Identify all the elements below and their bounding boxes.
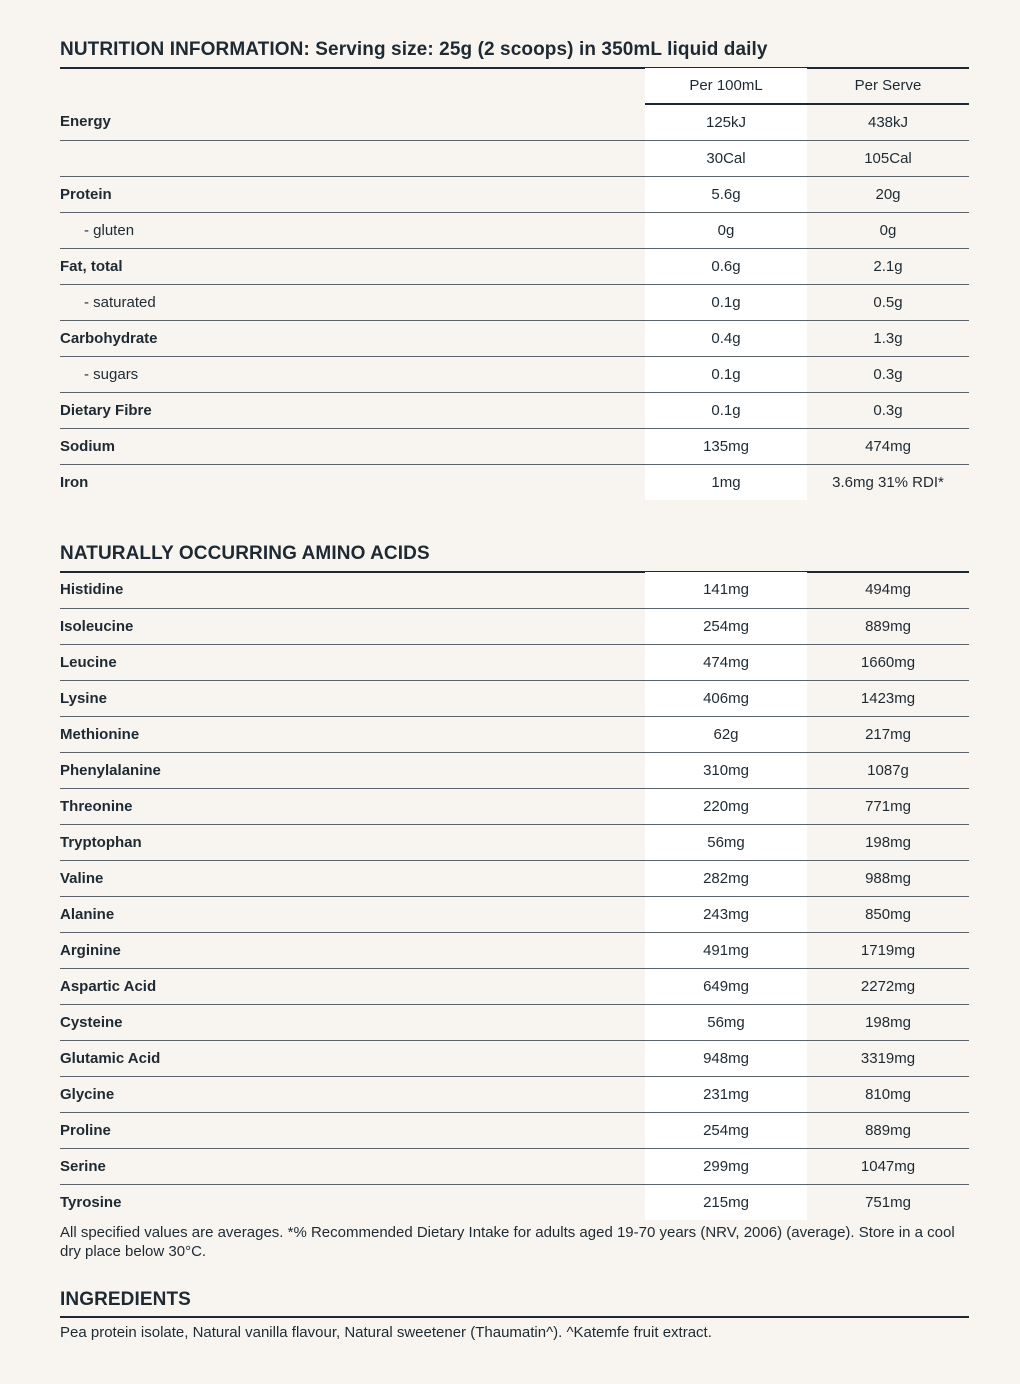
per-100ml-value: 243mg (645, 896, 807, 932)
nutrient-name: Aspartic Acid (60, 968, 645, 1004)
table-row (60, 896, 969, 932)
nutrient-name: - saturated (60, 284, 645, 320)
per-100ml-value: 5.6g (645, 176, 807, 212)
per-serve-value: 3319mg (807, 1040, 969, 1076)
per-100ml-value: 220mg (645, 788, 807, 824)
nutrient-name: Proline (60, 1112, 645, 1148)
per-serve-value: 494mg (807, 572, 969, 608)
nutrient-name: Phenylalanine (60, 752, 645, 788)
per-serve-value: 474mg (807, 428, 969, 464)
per-100ml-value: 254mg (645, 608, 807, 644)
nutrient-name: Arginine (60, 932, 645, 968)
per-100ml-value: 299mg (645, 1148, 807, 1184)
per-serve-value: 198mg (807, 1004, 969, 1040)
per-serve-value: 0.5g (807, 284, 969, 320)
per-100ml-value: 141mg (645, 572, 807, 608)
table-row (60, 932, 969, 968)
per-100ml-value: 0.1g (645, 392, 807, 428)
table-row (60, 248, 969, 284)
nutrition-table (60, 68, 969, 500)
nutrient-name: Methionine (60, 716, 645, 752)
nutrition-title: NUTRITION INFORMATION: (60, 39, 310, 60)
nutrient-name: Tyrosine (60, 1193, 122, 1211)
table-row (60, 428, 969, 464)
nutrient-name: Fat, total (60, 248, 645, 284)
table-row (60, 968, 969, 1004)
per-100ml-value: 491mg (645, 932, 807, 968)
per-serve-value: 2.1g (807, 248, 969, 284)
per-serve-value: 810mg (807, 1076, 969, 1112)
per-100ml-value: 310mg (645, 752, 807, 788)
per-serve-value: 217mg (807, 716, 969, 752)
table-row (60, 716, 969, 752)
nutrient-name: Valine (60, 860, 645, 896)
per-100ml-value: 56mg (645, 824, 807, 860)
nutrient-name: - gluten (60, 212, 645, 248)
per-serve-value: 1087g (807, 752, 969, 788)
per-100ml-value: 406mg (645, 680, 807, 716)
nutrient-name: Protein (60, 176, 645, 212)
table-row (60, 320, 969, 356)
per-serve-value: 3.6mg 31% RDI* (832, 473, 944, 491)
nutrient-name: Threonine (60, 788, 645, 824)
per-100ml-header: Per 100mL (645, 68, 807, 104)
nutrient-name: - sugars (60, 356, 645, 392)
table-row (60, 104, 969, 140)
per-serve-value: 438kJ (807, 104, 969, 140)
ingredients-heading (60, 1286, 969, 1318)
nutrient-name: Glycine (60, 1076, 645, 1112)
per-serve-value: 1719mg (807, 932, 969, 968)
table-row (60, 284, 969, 320)
per-100ml-value: 56mg (645, 1004, 807, 1040)
nutrient-name: Dietary Fibre (60, 392, 645, 428)
table-row (60, 1004, 969, 1040)
per-serve-value: 2272mg (807, 968, 969, 1004)
per-serve-value: 0g (807, 212, 969, 248)
per-serve-value: 20g (807, 176, 969, 212)
per-100ml-value: 254mg (645, 1112, 807, 1148)
per-serve-value: 889mg (807, 1112, 969, 1148)
per-serve-value: 0.3g (807, 392, 969, 428)
per-serve-value: 1047mg (807, 1148, 969, 1184)
per-100ml-value: 474mg (645, 644, 807, 680)
per-serve-header: Per Serve (807, 68, 969, 104)
table-row (60, 1148, 969, 1184)
per-serve-value: 771mg (807, 788, 969, 824)
nutrient-name: Iron (60, 473, 89, 491)
ingredients-text: Pea protein isolate, Natural vanilla flavour, Natural sweetener (Thaumatin^). ^Katemfe fruit extract. (60, 1324, 712, 1341)
per-serve-value: 0.3g (807, 356, 969, 392)
per-100ml-value: 1mg (645, 464, 807, 500)
nutrient-name: Isoleucine (60, 608, 645, 644)
table-row (60, 788, 969, 824)
table-row (60, 644, 969, 680)
header-spacer (60, 68, 645, 104)
amino-table (60, 572, 969, 1220)
per-serve-value: 1660mg (807, 644, 969, 680)
per-100ml-value: 0.1g (645, 356, 807, 392)
nutrient-name: Lysine (60, 680, 645, 716)
per-serve-value: 889mg (807, 608, 969, 644)
nutrient-name: Sodium (60, 428, 645, 464)
table-row (60, 824, 969, 860)
nutrient-name: Tryptophan (60, 824, 645, 860)
serving-size-text: Serving size: 25g (2 scoops) in 350mL liquid daily (315, 39, 768, 60)
table-row (60, 356, 969, 392)
table-row (60, 608, 969, 644)
table-row (60, 212, 969, 248)
per-100ml-value: 30Cal (645, 140, 807, 176)
table-row (60, 140, 969, 176)
per-serve-value: 751mg (865, 1193, 911, 1211)
per-100ml-value: 0.1g (645, 284, 807, 320)
nutrient-name: Glutamic Acid (60, 1040, 645, 1076)
per-serve-value: 988mg (807, 860, 969, 896)
table-row (60, 860, 969, 896)
per-serve-value: 850mg (807, 896, 969, 932)
per-serve-value: 105Cal (807, 140, 969, 176)
per-100ml-value: 0.4g (645, 320, 807, 356)
per-100ml-value: 125kJ (645, 104, 807, 140)
per-serve-value: 1.3g (807, 320, 969, 356)
nutrient-name: Alanine (60, 896, 645, 932)
per-serve-value: 1423mg (807, 680, 969, 716)
per-100ml-value: 215mg (645, 1184, 807, 1220)
nutrition-header-row (60, 68, 969, 104)
table-row (60, 572, 969, 608)
table-row (60, 1112, 969, 1148)
per-100ml-value: 62g (645, 716, 807, 752)
nutrient-name: Carbohydrate (60, 320, 645, 356)
table-row (60, 1076, 969, 1112)
per-100ml-value: 649mg (645, 968, 807, 1004)
table-row (60, 1184, 969, 1220)
per-100ml-value: 231mg (645, 1076, 807, 1112)
per-100ml-value: 948mg (645, 1040, 807, 1076)
table-row (60, 392, 969, 428)
nutrition-heading (60, 36, 969, 69)
table-row (60, 1040, 969, 1076)
per-100ml-value: 0.6g (645, 248, 807, 284)
nutrient-name: Serine (60, 1148, 645, 1184)
nutrient-name: Cysteine (60, 1004, 645, 1040)
per-100ml-value: 135mg (645, 428, 807, 464)
nutrient-name: Leucine (60, 644, 645, 680)
table-row (60, 176, 969, 212)
per-100ml-value: 0g (645, 212, 807, 248)
per-serve-value: 198mg (807, 824, 969, 860)
footnote: All specified values are averages. *% Recommended Dietary Intake for adults aged 19-70 years (NRV, 2006) (average). Store in a cool dry place below 30°C. (60, 1224, 955, 1260)
per-100ml-value: 282mg (645, 860, 807, 896)
table-row (60, 680, 969, 716)
nutrient-name: Histidine (60, 572, 645, 608)
table-row (60, 464, 969, 500)
amino-heading (60, 540, 969, 573)
ingredients-title: INGREDIENTS (60, 1289, 191, 1310)
amino-title: NATURALLY OCCURRING AMINO ACIDS (60, 543, 430, 564)
nutrient-name: Energy (60, 104, 645, 140)
table-row (60, 752, 969, 788)
nutrient-name (60, 140, 645, 176)
